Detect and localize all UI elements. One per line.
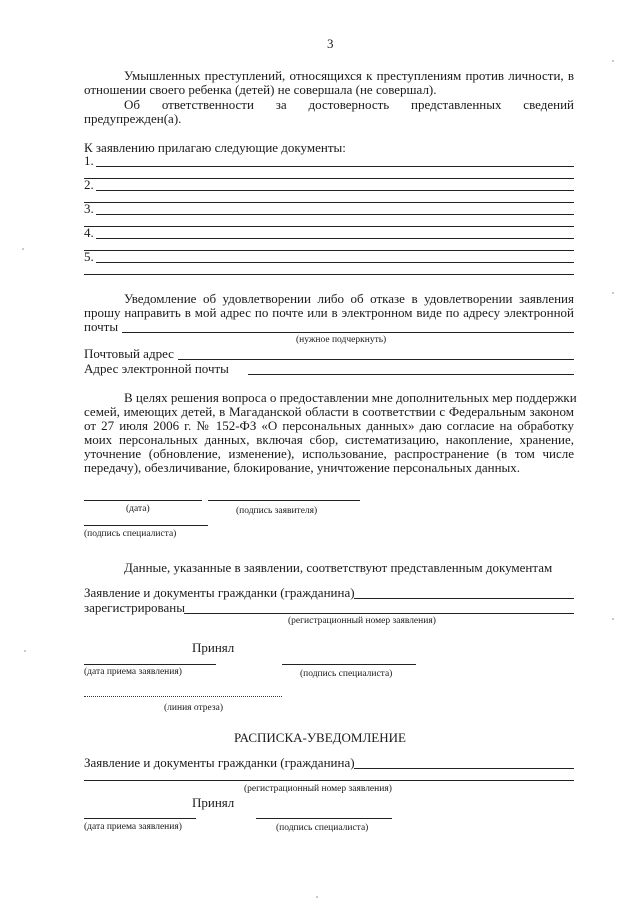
scan-speck — [612, 60, 614, 62]
scan-speck — [316, 896, 318, 898]
receipt-docs-label: Заявление и документы гражданки (гражданина) — [84, 755, 355, 770]
specialist-signature-line[interactable] — [282, 664, 416, 665]
registration-number-field[interactable] — [184, 613, 574, 614]
postal-address-field[interactable] — [178, 359, 574, 360]
document-item-field-4[interactable] — [96, 238, 574, 239]
specialist-signature-field[interactable] — [84, 525, 208, 526]
document-item-field-1-cont[interactable] — [84, 178, 574, 179]
date-caption: (дата) — [126, 504, 150, 514]
receipt-date-caption: (дата приема заявления) — [84, 822, 182, 832]
receipt-citizen-name-field[interactable] — [354, 768, 574, 769]
receipt-registration-caption: (регистрационный номер заявления) — [244, 784, 392, 794]
accepted-label: Принял — [192, 640, 235, 655]
registration-number-caption: (регистрационный номер заявления) — [288, 616, 436, 626]
notification-line-3: почты — [84, 319, 119, 334]
receipt-specialist-line[interactable] — [256, 818, 392, 819]
applicant-signature-field[interactable] — [208, 500, 360, 501]
document-item-number: 5. — [84, 249, 94, 264]
document-item-field-1[interactable] — [96, 166, 574, 167]
document-item-field-2-cont[interactable] — [84, 202, 574, 203]
specialist-signature-caption: (подпись специалиста) — [84, 529, 177, 539]
email-field[interactable] — [248, 374, 574, 375]
documents-heading: К заявлению прилагаю следующие документы: — [84, 140, 346, 155]
applicant-signature-caption: (подпись заявителя) — [236, 506, 318, 516]
document-item-number: 3. — [84, 201, 94, 216]
scan-speck — [24, 650, 26, 652]
receipt-title: РАСПИСКА-УВЕДОМЛЕНИЕ — [234, 730, 406, 745]
cut-line — [84, 696, 282, 697]
document-item-field-5[interactable] — [96, 262, 574, 263]
underline-hint: (нужное подчеркнуть) — [296, 335, 387, 345]
notification-line-2: прошу направить в мой адрес по почте или в электронном виде по адресу электронной — [84, 305, 574, 320]
verification-statement: Данные, указанные в заявлении, соответствуют представленным документам — [124, 560, 553, 575]
consent-line-4: моих персональных данных, включая сбор, систематизацию, накопление, хранение, — [84, 432, 574, 447]
intro-line-2: отношении своего ребенка (детей) не совершала (не совершал). — [84, 82, 437, 97]
receipt-date-field[interactable] — [84, 664, 216, 665]
verification-docs-label: Заявление и документы гражданки (гражданина) — [84, 585, 355, 600]
receipt-date-line[interactable] — [84, 818, 196, 819]
consent-line-5: уточнение (обновление, изменение), использование, распространение (в том числе — [84, 446, 574, 461]
citizen-name-field[interactable] — [354, 598, 574, 599]
cut-line-caption: (линия отреза) — [164, 703, 224, 713]
document-item-field-3-cont[interactable] — [84, 226, 574, 227]
intro-line-3: Об ответственности за достоверность представленных сведений — [124, 97, 574, 112]
specialist-signature-caption-2: (подпись специалиста) — [300, 669, 393, 679]
document-item-number: 1. — [84, 153, 94, 168]
consent-line-2: семей, имеющих детей, в Магаданской области в соответствии с Федеральным законом — [84, 404, 574, 419]
email-address-field[interactable] — [122, 332, 574, 333]
document-item-number: 4. — [84, 225, 94, 240]
scan-speck — [612, 292, 614, 294]
document-item-field-3[interactable] — [96, 214, 574, 215]
receipt-registration-field[interactable] — [84, 780, 574, 781]
email-address-label: Адрес электронной почты — [84, 361, 229, 376]
receipt-accepted-label: Принял — [192, 795, 235, 810]
intro-line-4: предупрежден(а). — [84, 111, 182, 126]
document-item-field-2[interactable] — [96, 190, 574, 191]
registered-label: зарегистрированы — [84, 600, 185, 615]
postal-address-label: Почтовый адрес — [84, 346, 174, 361]
scan-speck — [612, 618, 614, 620]
receipt-specialist-caption: (подпись специалиста) — [276, 823, 369, 833]
receipt-date-caption: (дата приема заявления) — [84, 667, 182, 677]
document-item-field-4-cont[interactable] — [84, 250, 574, 251]
scan-speck — [22, 248, 24, 250]
notification-line-1: Уведомление об удовлетворении либо об отказе в удовлетворении заявления — [124, 291, 574, 306]
consent-line-6: передачу), обезличивание, блокирование, уничтожение персональных данных. — [84, 460, 521, 475]
date-field[interactable] — [84, 500, 202, 501]
page-number: 3 — [327, 36, 334, 51]
intro-line-1: Умышленных преступлений, относящихся к преступлениям против личности, в — [124, 68, 574, 83]
consent-line-1: В целях решения вопроса о предоставлении мне дополнительных мер поддержки — [124, 390, 577, 405]
document-item-number: 2. — [84, 177, 94, 192]
consent-line-3: от 27 июля 2006 г. № 152-ФЗ «О персональных данных» даю согласие на обработку — [84, 418, 574, 433]
document-item-field-5-cont[interactable] — [84, 274, 574, 275]
